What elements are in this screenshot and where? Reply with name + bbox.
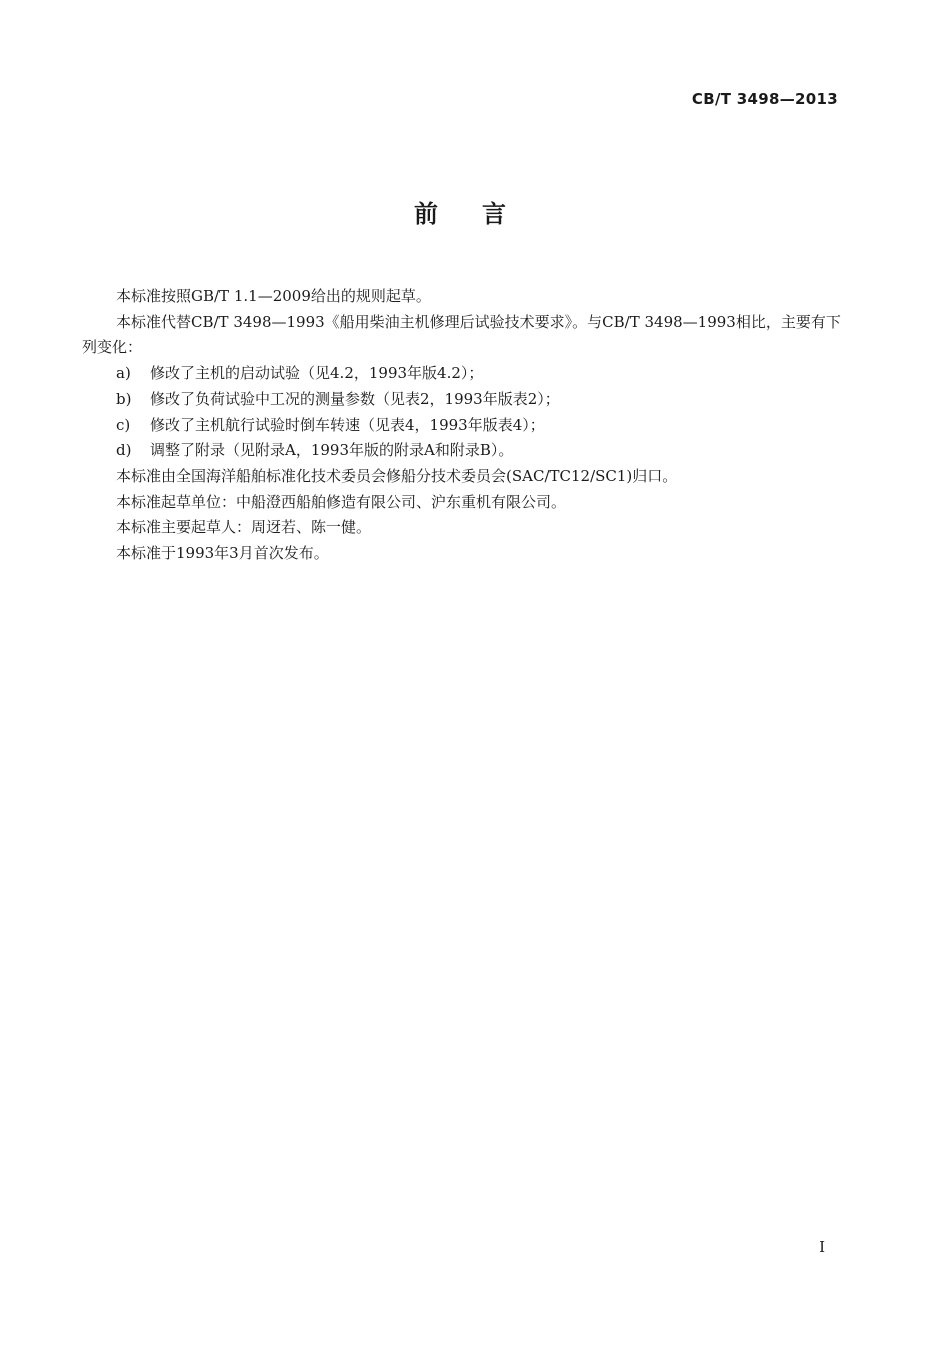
paragraph-drafters: 本标准主要起草人：周迓若、陈一健。	[116, 518, 372, 537]
page-title: 前言	[414, 200, 550, 228]
list-item-text: 修改了主机的启动试验（见4.2，1993年版4.2）；	[150, 364, 484, 383]
list-item	[82, 438, 842, 464]
page-number: I	[819, 1238, 825, 1256]
paragraph-first-release: 本标准于1993年3月首次发布。	[116, 544, 329, 563]
foreword-body	[82, 284, 842, 567]
list-marker: c)	[116, 415, 131, 434]
paragraph-replacement: 本标准代替CB/T 3498—1993《船用柴油主机修理后试验技术要求》。与CB/T 3498—1993相比，主要有下列变化：	[82, 312, 841, 357]
paragraph-drafting-units: 本标准起草单位：中船澄西船舶修造有限公司、沪东重机有限公司。	[116, 492, 567, 511]
list-item-text: 修改了主机航行试验时倒车转速（见表4，1993年版表4）；	[150, 415, 545, 434]
list-item	[82, 387, 842, 413]
list-item-text: 修改了负荷试验中工况的测量参数（见表2，1993年版表2）；	[150, 389, 560, 408]
list-item	[82, 413, 842, 439]
paragraph-drafting-rules: 本标准按照GB/T 1.1—2009给出的规则起草。	[116, 287, 431, 305]
list-marker: a)	[116, 364, 131, 383]
standard-number: CB/T 3498—2013	[691, 90, 838, 108]
paragraph-committee: 本标准由全国海洋船舶标准化技术委员会修船分技术委员会(SAC/TC12/SC1)归口。	[116, 466, 678, 485]
list-item	[82, 361, 842, 387]
list-marker: d)	[116, 441, 132, 460]
list-item-text: 调整了附录（见附录A，1993年版的附录A和附录B）。	[150, 441, 514, 460]
list-marker: b)	[116, 389, 132, 408]
